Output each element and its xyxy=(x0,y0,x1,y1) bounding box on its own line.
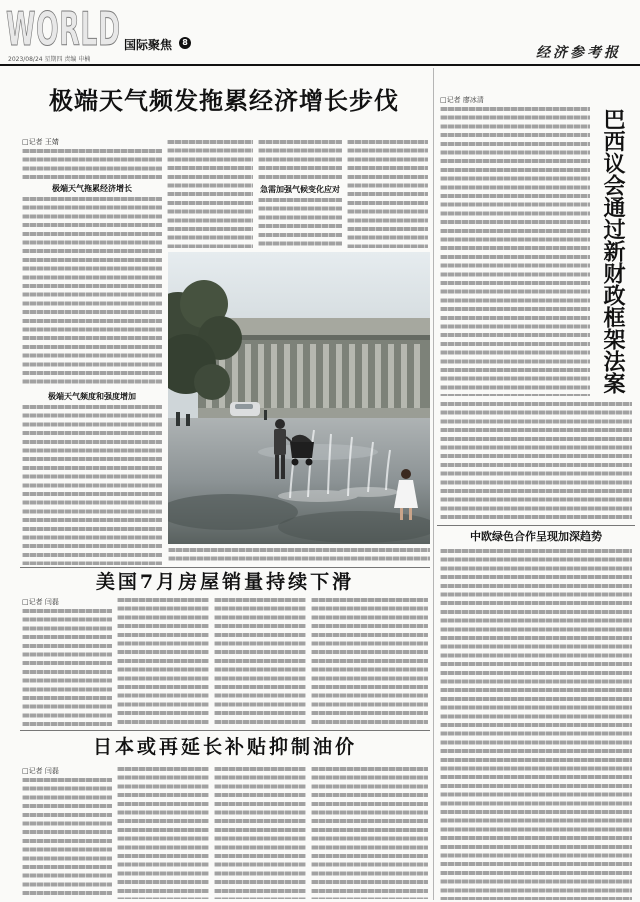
main-subhead-2: 急需加强气候变化应对 xyxy=(260,185,340,194)
section-title: 国际聚焦 xyxy=(124,38,173,52)
main-subhead-3: 极端天气频度和强度增加 xyxy=(48,392,136,401)
car xyxy=(230,402,260,416)
section-rule xyxy=(20,730,430,731)
body-text xyxy=(440,107,590,396)
body-text xyxy=(214,767,306,899)
column-divider xyxy=(433,68,434,900)
body-text xyxy=(440,549,632,900)
main-byline: □记者 王婧 xyxy=(22,138,59,146)
body-text xyxy=(258,198,342,248)
eu-headline: 中欧绿色合作呈现加深趋势 xyxy=(470,530,602,543)
brazil-headline: 巴西议会通过新财政框架法案 xyxy=(600,108,626,394)
body-text xyxy=(22,149,162,181)
main-headline: 极端天气频发拖累经济增长步伐 xyxy=(49,86,399,115)
body-text xyxy=(347,140,428,248)
body-text xyxy=(117,598,209,726)
brazil-byline: □记者 廖冰清 xyxy=(440,96,484,104)
news-photo xyxy=(168,252,430,544)
photo-caption xyxy=(168,548,430,562)
body-text xyxy=(440,402,632,520)
us-byline: □记者 闫磊 xyxy=(22,598,59,606)
body-text xyxy=(22,778,112,899)
header-rule xyxy=(0,64,640,66)
section-word: WORLD xyxy=(6,2,121,56)
japan-headline: 日本或再延长补贴抑制油价 xyxy=(92,736,357,758)
section-rule xyxy=(437,525,635,526)
section-rule xyxy=(20,567,430,568)
photo-scene xyxy=(168,252,430,544)
body-text xyxy=(311,767,428,899)
body-text xyxy=(22,405,162,565)
body-text xyxy=(214,598,306,726)
dateline: 2023/08/24 星期四 责编 申楠 xyxy=(8,56,91,63)
masthead-logo: 经济参考报 xyxy=(536,45,621,61)
page-number: 8 xyxy=(179,37,191,49)
body-text xyxy=(167,140,253,248)
body-text xyxy=(117,767,209,899)
body-text xyxy=(258,140,342,182)
body-text xyxy=(22,609,112,726)
japan-byline: □记者 闫磊 xyxy=(22,767,59,775)
main-subhead-1: 极端天气拖累经济增长 xyxy=(52,184,132,193)
body-text xyxy=(311,598,428,726)
body-text xyxy=(22,197,162,387)
us-headline: 美国7月房屋销量持续下滑 xyxy=(95,571,355,593)
